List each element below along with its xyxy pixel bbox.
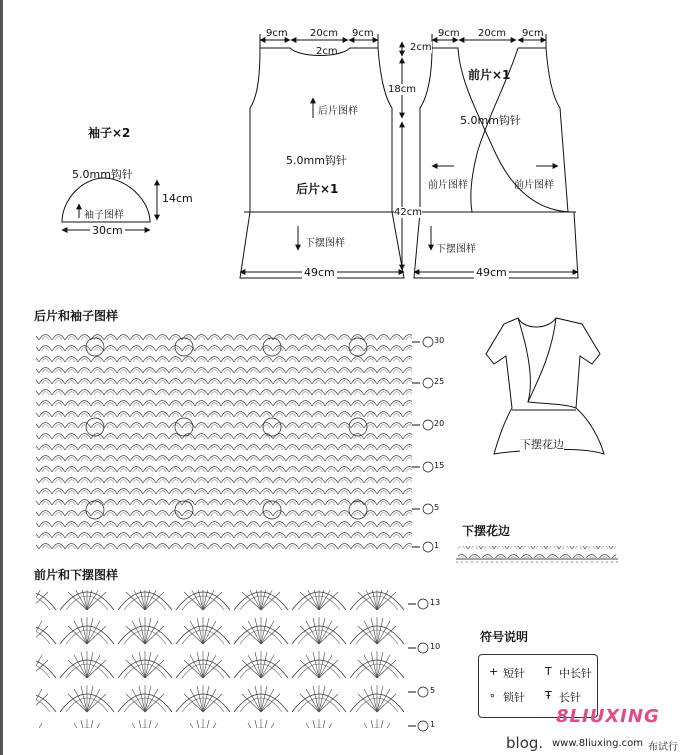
chart-row-5: 5 [434,503,440,512]
back-neck-drop-label: 2cm [316,46,338,57]
legend-title: 符号说明 [480,630,529,644]
chart-row-30: 30 [434,336,445,345]
hem-edge-chart [456,546,618,562]
back-hook-label: 5.0mm钩针 [286,154,347,167]
finished-garment-sketch [486,318,604,454]
back-armhole-label: 18cm [388,84,416,95]
front-hem-stitch-chart [36,590,428,731]
sleeve-piece [62,178,157,230]
hem-edge-title: 下摆花边 [462,524,511,538]
total-length-label: 42cm [394,207,422,218]
chart-row-15: 15 [434,461,445,470]
sleeve-height-label: 14cm [162,192,193,205]
front-pattern-right-label: 前片图样 [514,180,554,191]
back-neck-width-label: 20cm [310,28,338,39]
chart-row-20: 20 [434,419,445,428]
watermark-suffix: 布试行 [648,742,678,753]
legend-label-sc: 短针 [503,667,525,680]
watermark-logo: 8LIUXING [556,706,660,727]
legend-symbol-dc: Ŧ [545,689,552,702]
legend-label-hdc: 中长针 [559,667,592,680]
front-hem-chart-title: 前片和下摆图样 [34,568,119,582]
legend-symbol-hdc: T [545,665,552,678]
back-pattern-label: 后片图样 [318,106,358,117]
garment-hem-edge-label: 下摆花边 [520,438,564,451]
front-chart-row-13: 13 [430,598,441,607]
front-width-label: 49cm [476,266,507,279]
sleeve-width-label: 30cm [92,224,123,237]
back-width-label: 49cm [304,266,335,279]
back-shoulder-right-label: 9cm [352,28,374,39]
front-neck-width-label: 20cm [478,28,506,39]
back-sleeve-chart-title: 后片和袖子图样 [34,309,119,323]
sleeve-title: 袖子×2 [88,126,131,140]
front-chart-row-10: 10 [430,642,441,651]
back-hem-pattern-label: 下摆图样 [305,238,345,249]
sleeve-hook-label: 5.0mm钩针 [72,168,133,181]
front-shoulder-right-label: 9cm [522,28,544,39]
legend-label-ch: 锁针 [503,691,525,704]
sleeve-pattern-label: 袖子图样 [84,210,124,221]
back-piece-title: 后片×1 [296,182,339,196]
legend-label-dc: 长针 [559,691,581,704]
front-shoulder-left-label: 9cm [438,28,460,39]
chart-row-1: 1 [434,541,440,550]
legend-symbol-ch: ∘ [489,689,496,702]
watermark-url: www.8liuxing.com [552,738,643,749]
front-piece-title: 前片×1 [468,68,511,82]
back-shoulder-left-label: 9cm [266,28,288,39]
front-hook-label: 5.0mm钩针 [460,114,521,127]
legend-symbol-sc: + [489,665,499,678]
watermark-url-prefix: blog. [506,734,544,752]
front-chart-row-1: 1 [430,720,436,729]
front-neck-drop-label: 2cm [410,42,432,53]
back-sleeve-stitch-chart [36,332,433,552]
chart-row-25: 25 [434,377,445,386]
front-hem-pattern-label: 下摆图样 [436,244,476,255]
front-chart-row-5: 5 [430,686,436,695]
front-pattern-left-label: 前片图样 [428,180,468,191]
